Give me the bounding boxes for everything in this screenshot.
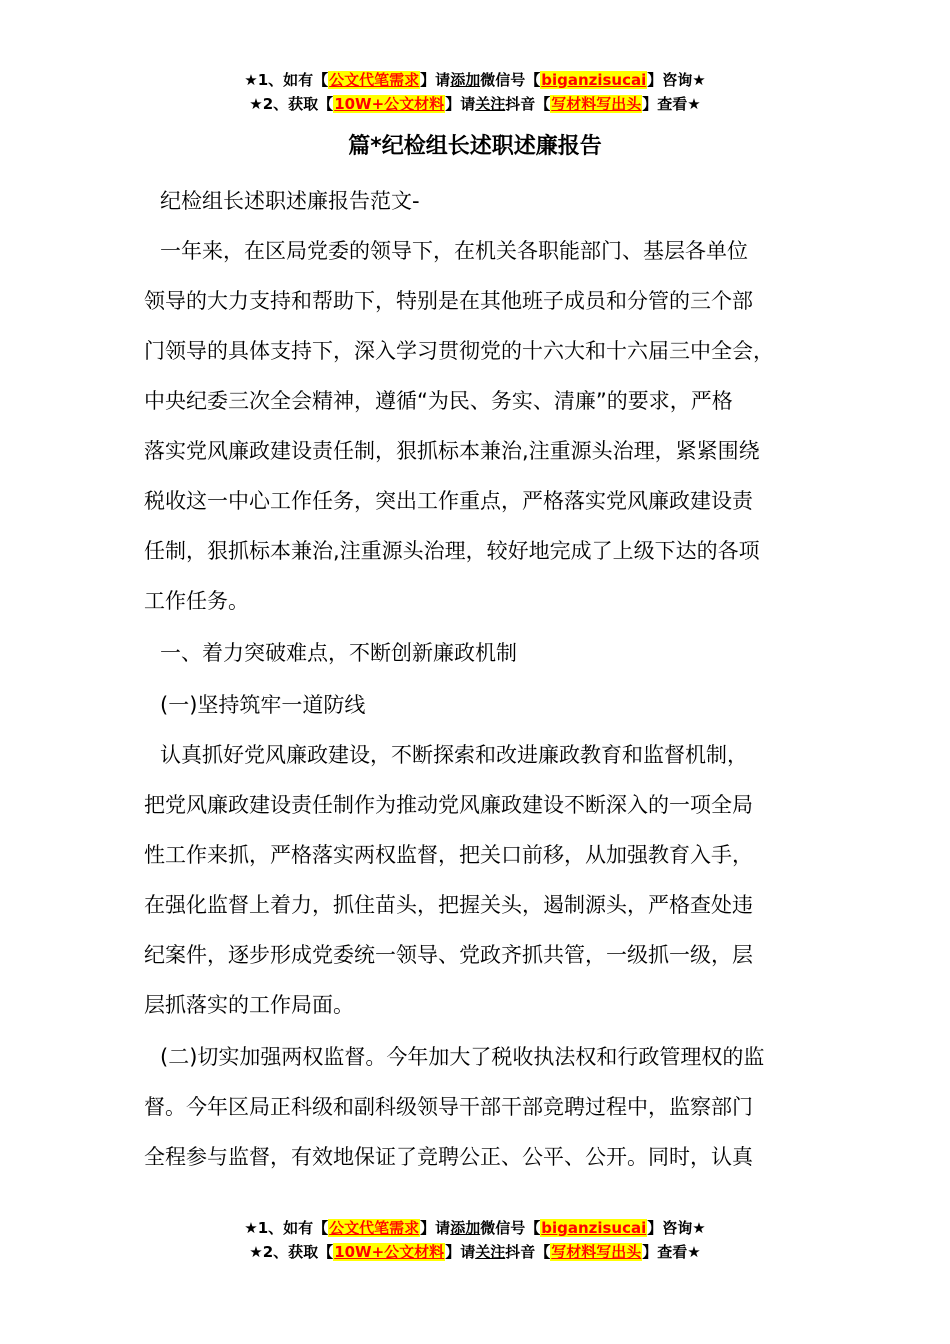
banner-text: 抖音【: [505, 1243, 551, 1261]
banner-underline: 关注: [475, 1243, 506, 1261]
banner-text: 】请: [420, 1219, 451, 1237]
banner-line-2: [0, 92, 950, 116]
banner-underline: 添加: [450, 71, 481, 89]
body-line: 督。今年区局正科级和副科级领导干部干部竞聘过程中，监察部门: [144, 1095, 753, 1119]
body-line: 领导的大力支持和帮助下，特别是在其他班子成员和分管的三个部: [144, 289, 753, 313]
banner-line-2: [0, 1240, 950, 1264]
banner-highlight: 公文代笔需求: [329, 1219, 420, 1237]
banner-highlight: 10W+公文材料: [334, 1243, 445, 1261]
banner-text: 】咨询★: [647, 71, 706, 89]
banner-text: 】咨询★: [647, 1219, 706, 1237]
footer-banner: [0, 1216, 950, 1264]
section-heading: 一、着力突破难点，不断创新廉政机制: [160, 641, 517, 665]
banner-text: 】查看★: [642, 95, 701, 113]
banner-text: ★2、获取【: [249, 95, 334, 113]
banner-underline: 关注: [475, 95, 506, 113]
body-line: 落实党风廉政建设责任制，狠抓标本兼治,注重源头治理，紧紧围绕: [144, 439, 760, 463]
banner-text: ★2、获取【: [249, 1243, 334, 1261]
banner-highlight: biganzisucai: [541, 1219, 647, 1237]
body-line: 层抓落实的工作局面。: [144, 993, 354, 1017]
body-line: 纪案件，逐步形成党委统一领导、党政齐抓共管，一级抓一级，层: [144, 943, 753, 967]
banner-highlight: 写材料写出头: [551, 95, 642, 113]
body-line: 纪检组长述职述廉报告范文-: [160, 189, 420, 213]
body-line: (二)切实加强两权监督。今年加大了税收执法权和行政管理权的监: [160, 1045, 765, 1069]
banner-text: ★1、如有【: [244, 1219, 329, 1237]
banner-text: 】请: [420, 71, 451, 89]
banner-underline: 添加: [450, 1219, 481, 1237]
body-line: 任制，狠抓标本兼治,注重源头治理，较好地完成了上级下达的各项: [144, 539, 760, 563]
body-line: 中央纪委三次全会精神，遵循“为民、务实、清廉”的要求，严格: [144, 389, 733, 413]
banner-text: ★1、如有【: [244, 71, 329, 89]
banner-text: 】请: [445, 95, 476, 113]
document-title: 篇*纪检组长述职述廉报告: [348, 134, 602, 159]
body-line: 一年来，在区局党委的领导下，在机关各职能部门、基层各单位: [160, 239, 748, 263]
body-line: 在强化监督上着力，抓住苗头，把握关头，遏制源头，严格查处违: [144, 893, 753, 917]
body-line: 把党风廉政建设责任制作为推动党风廉政建设不断深入的一项全局: [144, 793, 753, 817]
body-line: 性工作来抓，严格落实两权监督，把关口前移，从加强教育入手，: [144, 843, 753, 867]
body-line: 认真抓好党风廉政建设，不断探索和改进廉政教育和监督机制，: [160, 743, 748, 767]
body-line: 门领导的具体支持下，深入学习贯彻党的十六大和十六届三中全会，: [144, 339, 774, 363]
banner-highlight: biganzisucai: [541, 71, 647, 89]
banner-text: 抖音【: [505, 95, 551, 113]
banner-highlight: 写材料写出头: [551, 1243, 642, 1261]
body-line: 全程参与监督，有效地保证了竞聘公正、公平、公开。同时，认真: [144, 1145, 753, 1169]
subsection-heading: (一)坚持筑牢一道防线: [160, 693, 366, 717]
banner-text: 微信号【: [480, 1219, 541, 1237]
banner-text: 】请: [445, 1243, 476, 1261]
banner-highlight: 公文代笔需求: [329, 71, 420, 89]
header-banner: [0, 68, 950, 116]
banner-line-1: [0, 68, 950, 92]
body-line: 工作任务。: [144, 589, 249, 613]
banner-highlight: 10W+公文材料: [334, 95, 445, 113]
banner-line-1: [0, 1216, 950, 1240]
banner-text: 微信号【: [480, 71, 541, 89]
banner-text: 】查看★: [642, 1243, 701, 1261]
body-line: 税收这一中心工作任务，突出工作重点，严格落实党风廉政建设责: [144, 489, 753, 513]
